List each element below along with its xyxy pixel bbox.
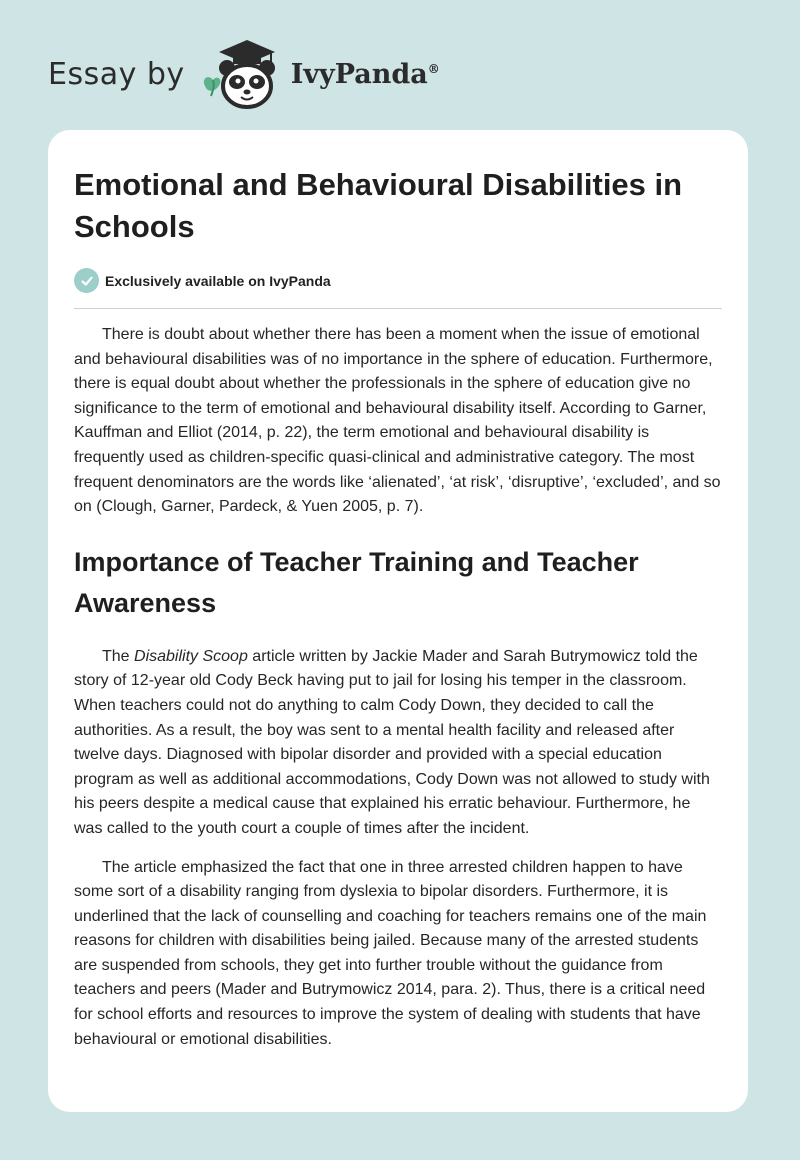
paragraph-arrested-children: The article emphasized the fact that one in three arrested children happen to have some sort of a disability ranging from dyslexia to bipolar disorders. Furthermore, it is underlined that the lack of counselling and coaching for teachers remains one of the main reasons for children with disabilities being jailed. Because many of the arrested students are suspended from schools, they get into further trouble without the guidance from teachers and peers (Mader and Butrymowicz 2014, para. 2). Thus, there is a critical need for school efforts and resources to improve the system of dealing with students that have behavioural or emotional disabilities. xyxy=(74,858,707,1048)
essay-card xyxy=(48,130,748,1112)
section-heading: Importance of Teacher Training and Teacher Awareness xyxy=(74,546,639,618)
checkmark-icon xyxy=(74,268,99,293)
paragraph-intro: There is doubt about whether there has been a moment when the issue of emotional and behavioural disabilities was of no importance in the sphere of education. Furthermore, there is equal doubt about whether the professionals in the sphere of education give no significance to the term of emotional and behavioural disability itself. According to Garner, Kauffman and Elliot (2014, p. 22), the term emotional and behavioural disability is frequently used as children-specific quasi-clinical and administrative category. The most frequent denominators are the words like ‘alienated’, ‘at risk’, ‘disruptive’, ‘excluded’, and so on (Clough, Garner, Pardeck, & Yuen 2005, p. 7). xyxy=(74,326,721,516)
brand-header xyxy=(48,34,440,114)
paragraph-lead: The xyxy=(102,647,135,665)
publication-name: Disability Scoop xyxy=(134,647,248,665)
exclusive-badge xyxy=(74,268,722,309)
essay-title: Emotional and Behavioural Disabilities in Schools xyxy=(74,167,683,244)
exclusive-badge-label: Exclusively available on IvyPanda xyxy=(105,272,331,289)
brand-name[interactable]: IvyPanda® xyxy=(290,58,440,90)
registered-mark: ® xyxy=(427,61,440,76)
brand-prefix: Essay by xyxy=(48,56,185,92)
paragraph-disability-scoop xyxy=(74,645,722,842)
panda-logo-icon[interactable] xyxy=(199,34,285,114)
paragraph-rest: article written by Jackie Mader and Sarah Butrymowicz told the story of 12-year old Cody Beck having put to jail for losing his temper in the classroom. When teachers could not do anything to calm Cody Down, they decided to call the authorities. As a result, the boy was sent to a mental health facility and released after twelve days. Diagnosed with bipolar disorder and provided with a special education program as well as additional accommodations, Cody Down was not allowed to study with his peers despite a medical cause that explained his erratic behaviour. Furthermore, he was called to the youth court a couple of times after the incident. xyxy=(74,647,710,837)
